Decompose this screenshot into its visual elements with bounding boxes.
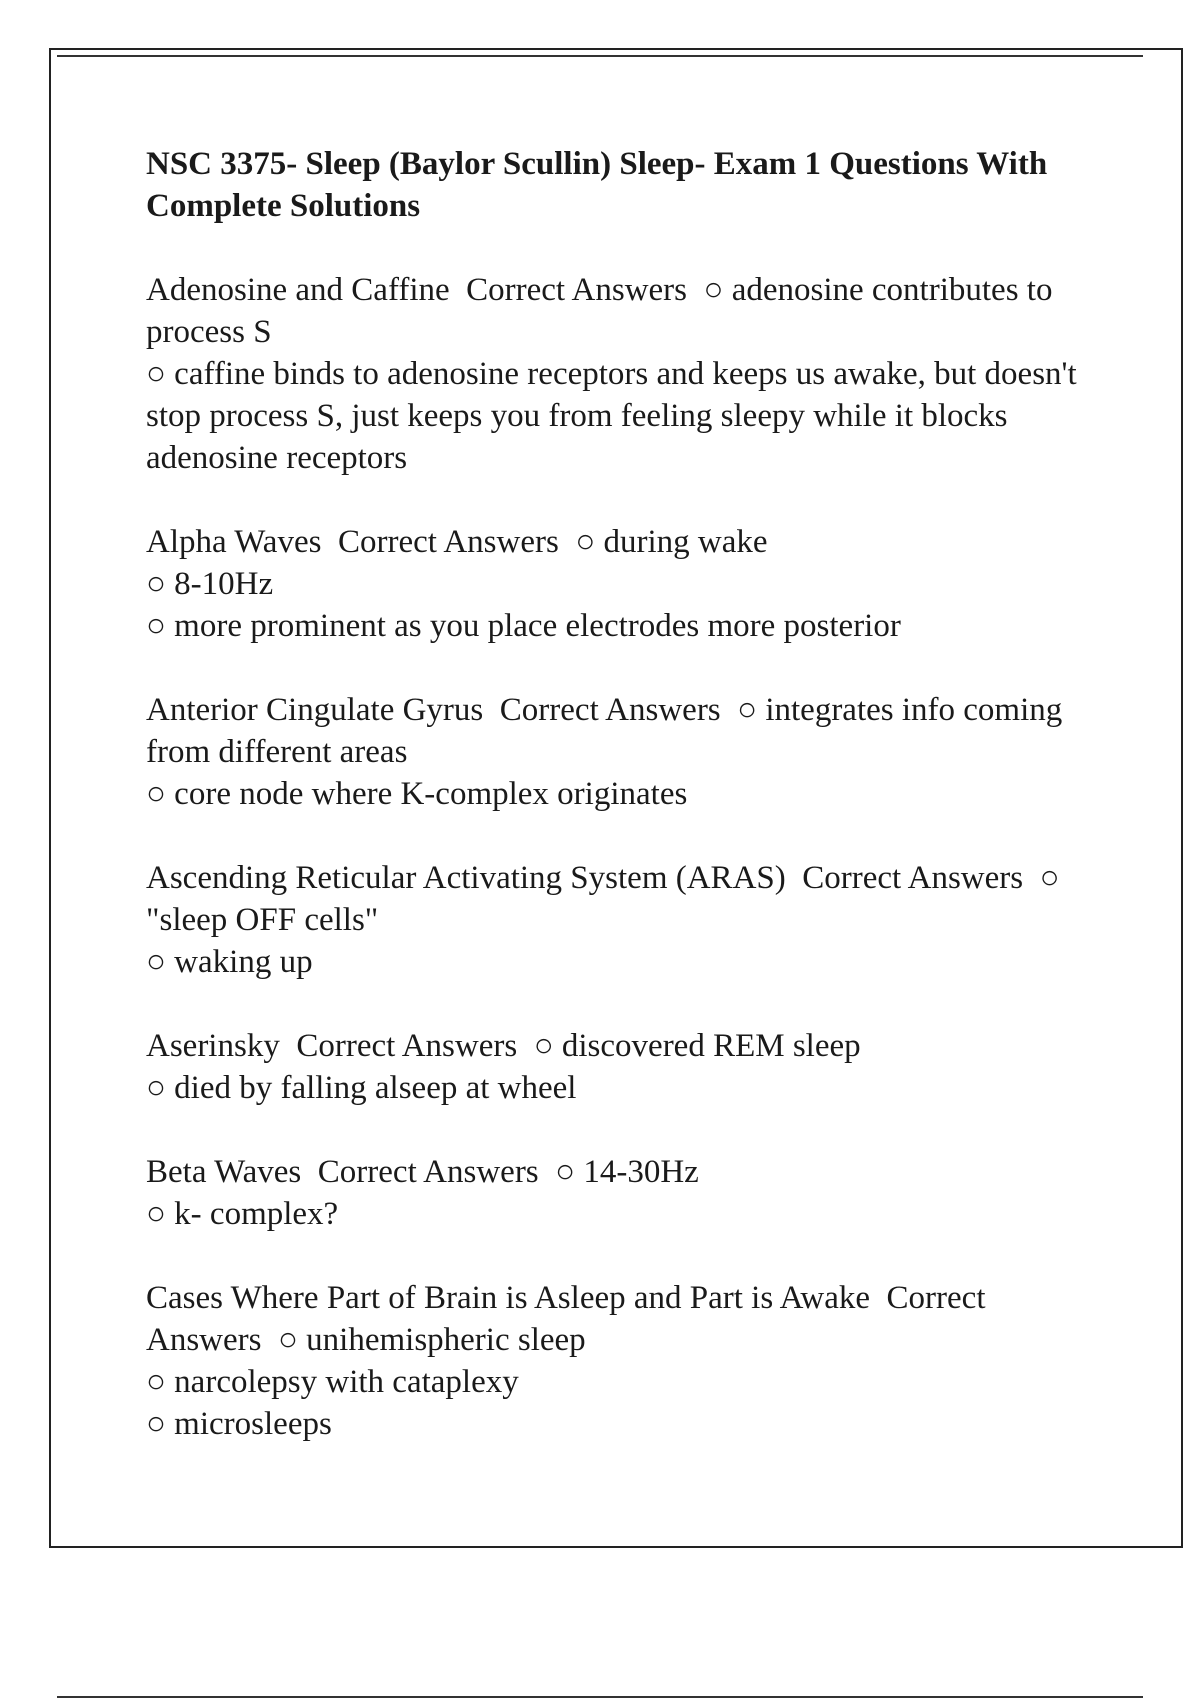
qa-answer-point: ○ narcolepsy with cataplexy [146, 1364, 519, 1400]
top-rule [57, 55, 1143, 57]
qa-question-line [146, 692, 1062, 770]
qa-answer-point: ○ during wake [575, 524, 768, 560]
qa-answer-point: ○ k- complex? [146, 1196, 339, 1232]
qa-answer-point: ○ more prominent as you place electrodes more posterior [146, 608, 901, 644]
qa-question-line [146, 524, 768, 560]
qa-item [146, 1151, 1086, 1235]
qa-answer-point: ○ unihemispheric sleep [277, 1322, 586, 1358]
document-body [146, 143, 1086, 1487]
qa-item [146, 689, 1086, 815]
qa-question-line [146, 1154, 699, 1190]
qa-answer-label: Correct Answers [802, 860, 1024, 896]
qa-answer-point: ○ integrates info coming from different areas [146, 692, 1063, 770]
qa-item [146, 857, 1086, 983]
qa-answer-point: ○ adenosine contributes to process S [146, 272, 1053, 350]
qa-item [146, 1025, 1086, 1109]
qa-answer-label: Correct Answers [296, 1028, 518, 1064]
qa-answer-point: ○ caffine binds to adenosine receptors and keeps us awake, but doesn't stop process S, just keeps you from feeling sleepy while it blocks adenosine receptors [146, 356, 1077, 476]
qa-answer-point: ○ 14-30Hz [555, 1154, 699, 1190]
qa-term: Adenosine and Caffine [146, 272, 450, 308]
qa-answer-point: ○ core node where K-complex originates [146, 776, 688, 812]
qa-answer-label: Correct Answers [499, 692, 721, 728]
qa-question-line [146, 1028, 861, 1064]
qa-question-line [146, 860, 1060, 938]
qa-item [146, 1277, 1086, 1445]
qa-answer-point: ○ microsleeps [146, 1406, 332, 1442]
qa-term: Anterior Cingulate Gyrus [146, 692, 484, 728]
qa-term: Aserinsky [146, 1028, 280, 1064]
qa-term: Beta Waves [146, 1154, 302, 1190]
qa-item [146, 521, 1086, 647]
qa-answer-point: ○ discovered REM sleep [533, 1028, 861, 1064]
qa-answer-label: Correct Answers [317, 1154, 539, 1190]
qa-answer-point: ○ 8-10Hz [146, 566, 274, 602]
qa-answer-point: ○ waking up [146, 944, 313, 980]
qa-question-line [146, 272, 1052, 350]
qa-item [146, 269, 1086, 479]
qa-answer-label: Correct Answers [146, 1280, 986, 1358]
bottom-rule [57, 1696, 1143, 1698]
qa-answer-point: ○ died by falling alseep at wheel [146, 1070, 577, 1106]
qa-answer-label: Correct Answers [466, 272, 688, 308]
qa-answer-label: Correct Answers [337, 524, 559, 560]
qa-term: Ascending Reticular Activating System (ARAS) [146, 860, 786, 896]
qa-term: Cases Where Part of Brain is Asleep and Part is Awake [146, 1280, 871, 1316]
qa-answer-point: ○ "sleep OFF cells" [146, 860, 1060, 938]
document-title: NSC 3375- Sleep (Baylor Scullin) Sleep- Exam 1 Questions With Complete Solutions [146, 146, 1048, 224]
qa-question-line [146, 1280, 986, 1358]
qa-term: Alpha Waves [146, 524, 322, 560]
